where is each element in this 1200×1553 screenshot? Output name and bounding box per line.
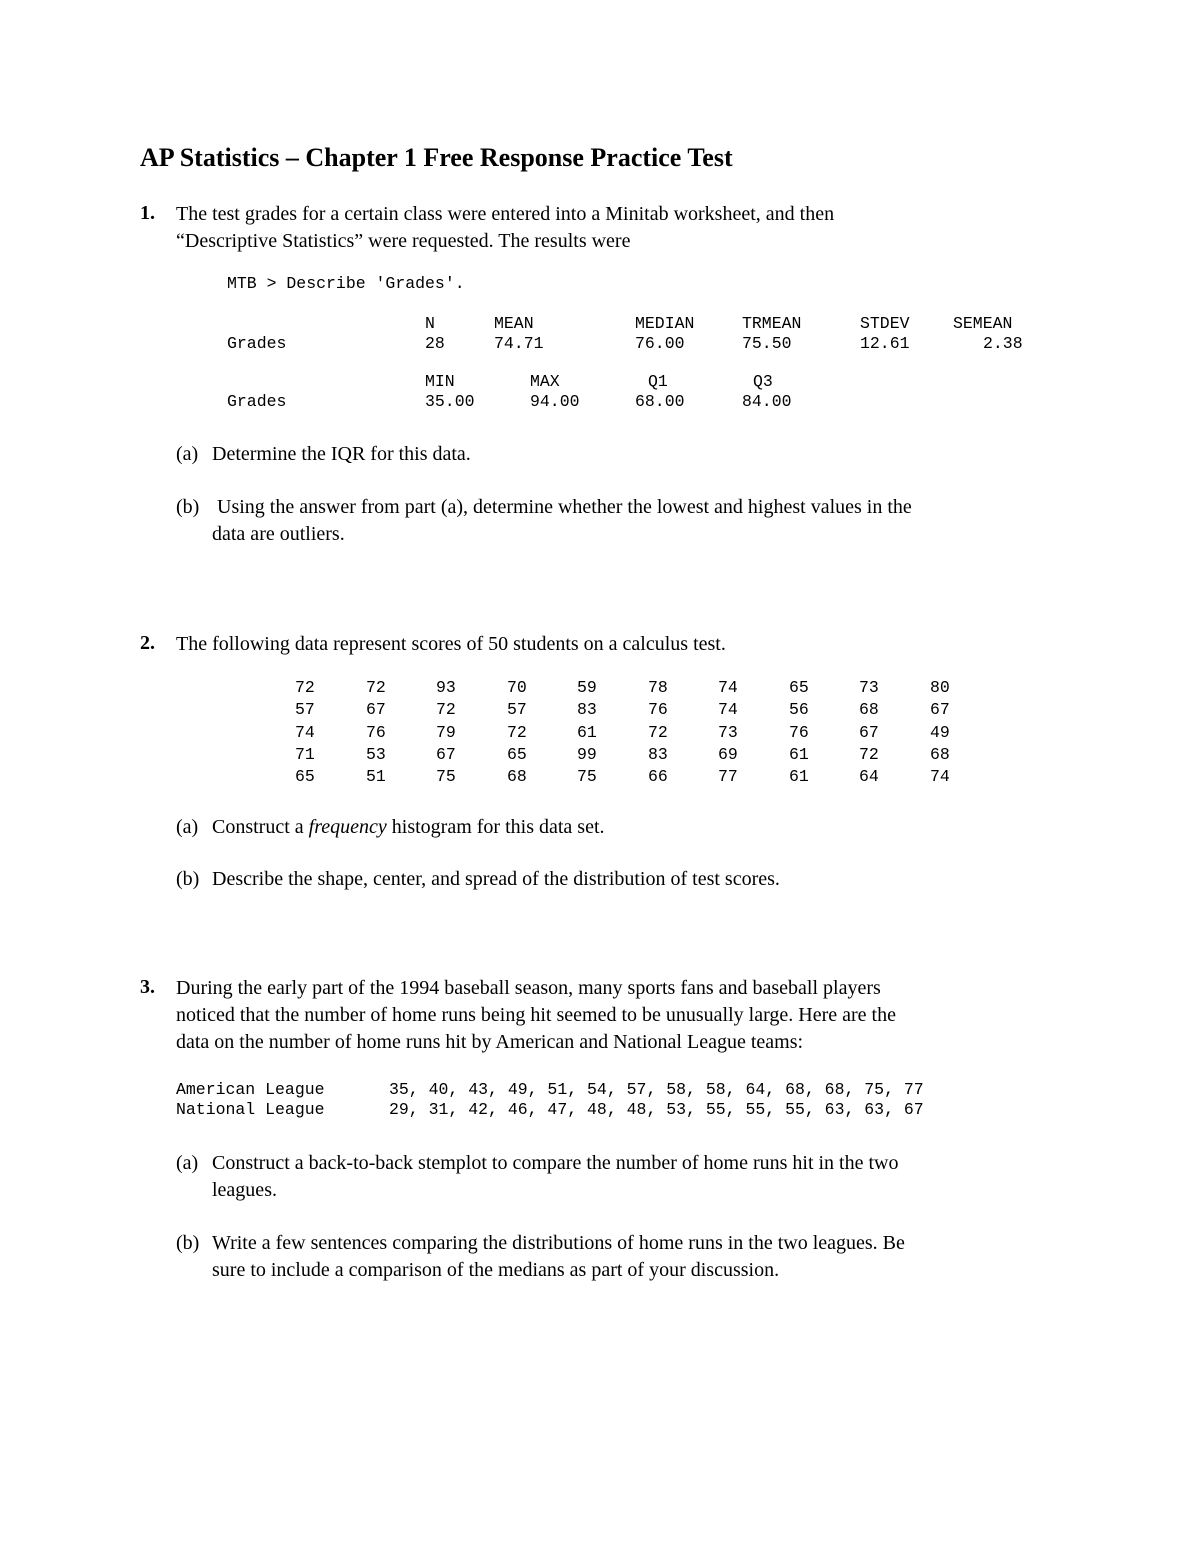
stat-value: 75.50 bbox=[742, 334, 792, 353]
part-label: (a) bbox=[176, 443, 199, 465]
score-cell: 99 bbox=[577, 745, 597, 764]
stat-header: MEAN bbox=[494, 314, 534, 333]
question-3-part-b bbox=[176, 1230, 1056, 1284]
stat-header: STDEV bbox=[860, 314, 910, 333]
part-text: Describe the shape, center, and spread of the distribution of test scores. bbox=[212, 868, 780, 890]
score-cell: 93 bbox=[436, 678, 456, 697]
part-text: data are outliers. bbox=[212, 523, 345, 545]
score-cell: 73 bbox=[718, 723, 738, 742]
part-label: (a) bbox=[176, 816, 199, 838]
score-cell: 59 bbox=[577, 678, 597, 697]
stat-value: 76.00 bbox=[635, 334, 685, 353]
stat-value: 35.00 bbox=[425, 392, 475, 411]
score-cell: 61 bbox=[789, 745, 809, 764]
score-cell: 65 bbox=[507, 745, 527, 764]
national-league-values: 29, 31, 42, 46, 47, 48, 48, 53, 55, 55, 55, 63, 63, 67 bbox=[389, 1100, 924, 1119]
national-league-label: National League bbox=[176, 1100, 325, 1119]
part-text: Construct a bbox=[212, 816, 309, 838]
score-cell: 75 bbox=[577, 767, 597, 786]
score-cell: 67 bbox=[366, 700, 386, 719]
score-cell: 68 bbox=[859, 700, 879, 719]
question-3-line: During the early part of the 1994 baseball season, many sports fans and baseball players bbox=[176, 977, 881, 999]
question-3-part-a bbox=[176, 1150, 1056, 1204]
score-cell: 68 bbox=[507, 767, 527, 786]
stat-header: Q1 bbox=[648, 372, 668, 391]
score-cell: 75 bbox=[436, 767, 456, 786]
score-cell: 61 bbox=[789, 767, 809, 786]
score-cell: 49 bbox=[930, 723, 950, 742]
row-label: Grades bbox=[227, 334, 287, 353]
score-cell: 83 bbox=[577, 700, 597, 719]
stat-value: 68.00 bbox=[635, 392, 685, 411]
score-cell: 68 bbox=[930, 745, 950, 764]
part-text: sure to include a comparison of the medians as part of your discussion. bbox=[212, 1259, 780, 1281]
score-cell: 64 bbox=[859, 767, 879, 786]
score-cell: 57 bbox=[507, 700, 527, 719]
score-cell: 72 bbox=[859, 745, 879, 764]
stat-header: Q3 bbox=[753, 372, 773, 391]
stat-header: MIN bbox=[425, 372, 455, 391]
american-league-values: 35, 40, 43, 49, 51, 54, 57, 58, 58, 64, 68, 68, 75, 77 bbox=[389, 1080, 924, 1099]
stat-value: 84.00 bbox=[742, 392, 792, 411]
score-cell: 70 bbox=[507, 678, 527, 697]
question-3-line: noticed that the number of home runs being hit seemed to be unusually large. Here are the bbox=[176, 1004, 896, 1026]
question-1-text bbox=[176, 201, 1056, 255]
score-cell: 74 bbox=[295, 723, 315, 742]
stat-value: 74.71 bbox=[494, 334, 544, 353]
score-cell: 73 bbox=[859, 678, 879, 697]
question-3-number: 3. bbox=[140, 976, 155, 998]
minitab-command: MTB > Describe 'Grades'. bbox=[227, 274, 465, 293]
score-cell: 71 bbox=[295, 745, 315, 764]
question-1-part-a bbox=[176, 441, 1056, 468]
stat-value: 12.61 bbox=[860, 334, 910, 353]
score-cell: 65 bbox=[789, 678, 809, 697]
score-cell: 72 bbox=[295, 678, 315, 697]
question-1-line: The test grades for a certain class were entered into a Minitab worksheet, and then bbox=[176, 203, 835, 225]
stat-header: SEMEAN bbox=[953, 314, 1013, 333]
score-cell: 67 bbox=[930, 700, 950, 719]
stat-header: TRMEAN bbox=[742, 314, 802, 333]
stat-value: 94.00 bbox=[530, 392, 580, 411]
score-cell: 72 bbox=[507, 723, 527, 742]
score-cell: 61 bbox=[577, 723, 597, 742]
score-cell: 78 bbox=[648, 678, 668, 697]
american-league-label: American League bbox=[176, 1080, 325, 1099]
part-text: histogram for this data set. bbox=[386, 816, 605, 838]
row-label: Grades bbox=[227, 392, 287, 411]
question-2-part-b bbox=[176, 866, 1056, 893]
score-cell: 56 bbox=[789, 700, 809, 719]
part-text: Construct a back-to-back stemplot to compare the number of home runs hit in the two bbox=[212, 1152, 899, 1174]
question-1-part-b bbox=[176, 494, 1056, 548]
score-cell: 76 bbox=[789, 723, 809, 742]
page-title: AP Statistics – Chapter 1 Free Response Practice Test bbox=[140, 143, 733, 172]
score-cell: 72 bbox=[648, 723, 668, 742]
score-cell: 79 bbox=[436, 723, 456, 742]
score-cell: 83 bbox=[648, 745, 668, 764]
score-cell: 76 bbox=[366, 723, 386, 742]
score-cell: 57 bbox=[295, 700, 315, 719]
score-cell: 67 bbox=[436, 745, 456, 764]
score-cell: 72 bbox=[366, 678, 386, 697]
stat-value: 2.38 bbox=[983, 334, 1023, 353]
question-2-line: The following data represent scores of 50 students on a calculus test. bbox=[176, 633, 726, 655]
score-cell: 74 bbox=[718, 678, 738, 697]
score-cell: 69 bbox=[718, 745, 738, 764]
score-cell: 74 bbox=[718, 700, 738, 719]
part-text: leagues. bbox=[212, 1179, 277, 1201]
score-cell: 53 bbox=[366, 745, 386, 764]
score-cell: 65 bbox=[295, 767, 315, 786]
stat-header: MAX bbox=[530, 372, 560, 391]
part-label: (a) bbox=[176, 1152, 199, 1174]
question-3-line: data on the number of home runs hit by American and National League teams: bbox=[176, 1031, 804, 1053]
question-3-text bbox=[176, 975, 1056, 1056]
part-label: (b) bbox=[176, 1232, 200, 1254]
stat-header: MEDIAN bbox=[635, 314, 695, 333]
question-2-number: 2. bbox=[140, 632, 155, 654]
question-2-part-a bbox=[176, 814, 1056, 841]
score-cell: 77 bbox=[718, 767, 738, 786]
score-cell: 72 bbox=[436, 700, 456, 719]
part-text: Using the answer from part (a), determine whether the lowest and highest values in the bbox=[212, 496, 912, 518]
part-text: Determine the IQR for this data. bbox=[212, 443, 471, 465]
score-cell: 76 bbox=[648, 700, 668, 719]
score-cell: 66 bbox=[648, 767, 668, 786]
part-label: (b) bbox=[176, 496, 200, 518]
part-text-emphasis: frequency bbox=[308, 816, 387, 838]
question-1-line: “Descriptive Statistics” were requested. The results were bbox=[176, 230, 631, 252]
part-text: Write a few sentences comparing the distributions of home runs in the two leagues. Be bbox=[212, 1232, 905, 1254]
question-1-number: 1. bbox=[140, 202, 155, 224]
score-cell: 67 bbox=[859, 723, 879, 742]
part-label: (b) bbox=[176, 868, 200, 890]
stat-header: N bbox=[425, 314, 435, 333]
stat-value: 28 bbox=[425, 334, 445, 353]
score-cell: 74 bbox=[930, 767, 950, 786]
question-2-text bbox=[176, 631, 1056, 658]
score-cell: 51 bbox=[366, 767, 386, 786]
score-cell: 80 bbox=[930, 678, 950, 697]
